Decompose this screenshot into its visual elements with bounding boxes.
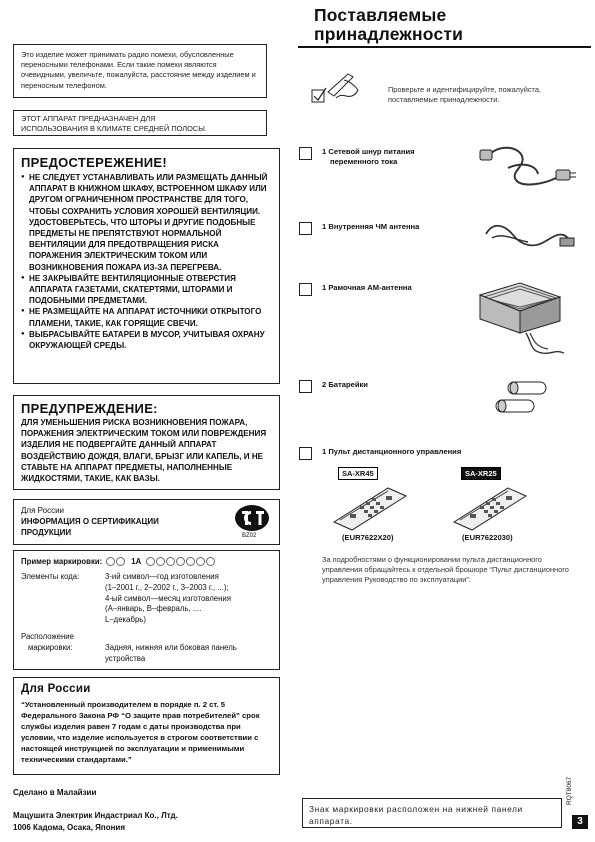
russia-service-life-box (13, 677, 280, 775)
page-number: 3 (572, 815, 588, 829)
code-line: L–декабрь) (105, 615, 146, 625)
warning-text: ДЛЯ УМЕНЬШЕНИЯ РИСКА ВОЗНИКНОВЕНИЯ ПОЖАРА, ПОРАЖЕНИЯ ЭЛЕКТРИЧЕСКИМ ТОКОМ ИЛИ ПОВРЕЖДЕНИЯ ИЗДЕЛИЯ НЕ ПОДВЕРГАЙТЕ ДАННЫЙ АППАРАТ ВОЗДЕЙСТВИЮ ДОЖДЯ, ВЛАГИ, БРЫЗГ ИЛИ КАПЕЛЬ, И НЕ СТАВЬТЕ НА АППАРАТ ПРЕДМЕТЫ, НАПОЛНЕННЫЕ ЖИДКОСТЯМИ, ТАКИЕ, КАК ВАЗЫ. (21, 418, 267, 484)
remote-model-tag-xr45: SA-XR45 (338, 467, 378, 480)
accessory-label-line: 1 Рамочная АМ-антенна (322, 283, 412, 292)
climate-line-2: ИСПОЛЬЗОВАНИЯ В КЛИМАТЕ СРЕДНЕЙ ПОЛОСЫ. (21, 124, 207, 134)
remote-code-xr45: (EUR7622X20) (342, 533, 394, 542)
accessory-checkbox-am-loop[interactable] (299, 283, 312, 296)
location-label-1: Расположение (21, 631, 74, 641)
climate-notice (13, 110, 267, 136)
marking-example-code: 1A (131, 557, 142, 566)
accessory-label-batteries (322, 380, 368, 390)
accessory-label-line: 1 Внутренняя ЧМ антенна (322, 222, 420, 231)
marking-note-text: Знак маркировки расположен на нижней панели аппарата. (309, 804, 523, 826)
russia-title: Для России (21, 683, 91, 695)
batteries-illustration (492, 378, 556, 418)
russia-text: “Установленный производителем в порядке п. 2 ст. 5 Федерального Закона РФ “О защите прав потребителей” срок службы изделия равен 7 годам с даты производства при условии, что изделие используется в строгом соответствии с настоящей инструкцией по эксплуатации и применимыми техническими стандартами.” (21, 700, 260, 764)
power-cord-illustration (478, 138, 578, 194)
caution-item: ● НЕ СЛЕДУЕТ УСТАНАВЛИВАТЬ ИЛИ РАЗМЕЩАТЬ ДАННЫЙ АППАРАТ В КНИЖНОМ ШКАФУ, ВСТРОЕННОМ ШКАФУ ИЛИ ДРУГОМ ОГРАНИЧЕННОМ ПРОСТРАНСТВЕ ДЛЯ ТОГО, ЧТОБЫ СОХРАНИТЬ УСЛОВИЯ ХОРОШЕЙ ВЕНТИЛЯЦИИ. УДОСТОВЕРЬТЕСЬ, ЧТО ШТОРЫ И ДРУГИЕ ПОДОБНЫЕ ПРЕДМЕТЫ НЕ ПРЕПЯТСТВУЮТ НОРМАЛЬНОЙ ВЕНТИЛЯЦИИ ДЛЯ ПРЕДОТВРАЩЕНИЯ РИСКА ПОРАЖЕНИЯ ЭЛЕКТРИЧЕСКИМ ТОКОМ ИЛИ ВОЗНИКНОВЕНИЯ ПОЖАРА ИЗ-ЗА ПЕРЕГРЕВА. (21, 172, 273, 273)
caution-item: ● НЕ ЗАКРЫВАЙТЕ ВЕНТИЛЯЦИОННЫЕ ОТВЕРСТИЯ АППАРАТА ГАЗЕТАМИ, СКАТЕРТЯМИ, ШТОРАМИ И ПОДОБНЫМИ ПРЕДМЕТАМИ. (21, 273, 273, 307)
accessory-checkbox-remote[interactable] (299, 447, 312, 460)
manufacturer: Мацушита Электрик Индастриал Ко., Лтд. (13, 811, 178, 820)
accessory-checkbox-fm-antenna[interactable] (299, 222, 312, 235)
certification-box (13, 499, 280, 545)
accessories-intro: Проверьте и идентифицируйте, пожалуйста, поставляемые принадлежности. (388, 85, 541, 105)
accessory-label-line: переменного тока (330, 157, 398, 166)
page-title (314, 6, 463, 44)
accessory-label-line: 2 Батарейки (322, 380, 368, 389)
remote-note: За подробностями о функционировании пульта дистанционного управления обращайтесь к отдельной брошюре “Пульт дистанционного управления Руководство по эксплуатации”. (322, 555, 569, 585)
page-title-line-1: Поставляемые (314, 5, 447, 25)
location-value-1: Задняя, нижняя или боковая панель (105, 642, 237, 652)
code-label: Элементы кода: (21, 572, 80, 581)
check-hand-icon (308, 70, 364, 110)
caution-item: ● НЕ РАЗМЕЩАЙТЕ НА АППАРАТ ИСТОЧНИКИ ОТКРЫТОГО ПЛАМЕНИ, ТАКИЕ, КАК ГОРЯЩИЕ СВЕЧИ. (21, 306, 273, 328)
accessory-label-line: 1 Сетевой шнур питания (322, 147, 415, 156)
accessory-label-am-loop (322, 283, 412, 293)
caution-box (13, 148, 280, 384)
warning-title: ПРЕДУПРЕЖДЕНИЕ: (21, 401, 158, 416)
remote-control-xr25-illustration (450, 484, 530, 532)
marking-example-label: Пример маркировки: (21, 557, 103, 566)
climate-line-1: ЭТОТ АППАРАТ ПРЕДНАЗНАЧЕН ДЛЯ (21, 114, 156, 123)
accessory-label-fm-antenna (322, 222, 419, 232)
accessory-checkbox-power-cord[interactable] (299, 147, 312, 160)
am-loop-antenna-illustration (470, 275, 570, 365)
manufacturer-address: 1006 Кадома, Осака, Япония (13, 823, 126, 832)
made-in: Сделано в Малайзии (13, 788, 97, 797)
caution-list (21, 172, 273, 351)
code-line: 4-ый символ—месяц изготовления (105, 593, 232, 603)
remote-model-tag-xr25: SA-XR25 (461, 467, 501, 480)
location-label-2: маркировки: (28, 642, 73, 652)
caution-title: ПРЕДОСТЕРЕЖЕНИЕ! (21, 155, 168, 170)
document-code: RQT8067 (566, 776, 573, 805)
caution-item: ● ВЫБРАСЫВАЙТЕ БАТАРЕИ В МУСОР, УЧИТЫВАЯ ОХРАНУ ОКРУЖАЮЩЕЙ СРЕДЫ. (21, 329, 273, 351)
accessory-label-line: 1 Пульт дистанционного управления (322, 447, 462, 456)
accessory-label-remote (322, 447, 461, 457)
marking-example-circles-right (146, 556, 216, 567)
gost-certification-logo (234, 504, 270, 532)
marking-example-row (21, 556, 273, 567)
title-rule (298, 46, 591, 48)
location-value-2: устройства (105, 653, 146, 663)
remote-code-xr25: (EUR7622030) (462, 533, 513, 542)
accessory-checkbox-batteries[interactable] (299, 380, 312, 393)
radio-interference-notice (13, 44, 267, 98)
marking-location-note (302, 798, 562, 828)
marking-code-table (21, 572, 237, 665)
code-line: 3-ий символ—год изготовления (105, 572, 219, 581)
code-line: (1–2001 г., 2–2002 г., 3–2003 г., ...); (105, 582, 229, 592)
page-title-line-2: принадлежности (314, 24, 464, 44)
cert-line-3: ПРОДУКЦИИ (21, 528, 72, 537)
radio-notice-text: Это изделие может принимать радио помехи, обусловленные переносными телефонами. Если такие помехи являются очевидными, увеличьте, пожалуйста, расстояние между изделием и переносным телефоном. (21, 50, 256, 90)
accessory-label-power-cord (322, 147, 415, 167)
cert-line-2: ИНФОРМАЦИЯ О СЕРТИФИКАЦИИ (21, 517, 159, 526)
code-line: (А–январь, В–февраль, .... (105, 604, 202, 614)
marking-code-box (13, 550, 280, 670)
remote-control-xr45-illustration (330, 484, 410, 532)
cert-line-1: Для России (21, 506, 65, 515)
warning-box (13, 395, 280, 490)
marking-example-circles-left (106, 556, 126, 567)
cert-mark-code: BZ02 (242, 533, 257, 539)
fm-antenna-illustration (482, 212, 578, 252)
